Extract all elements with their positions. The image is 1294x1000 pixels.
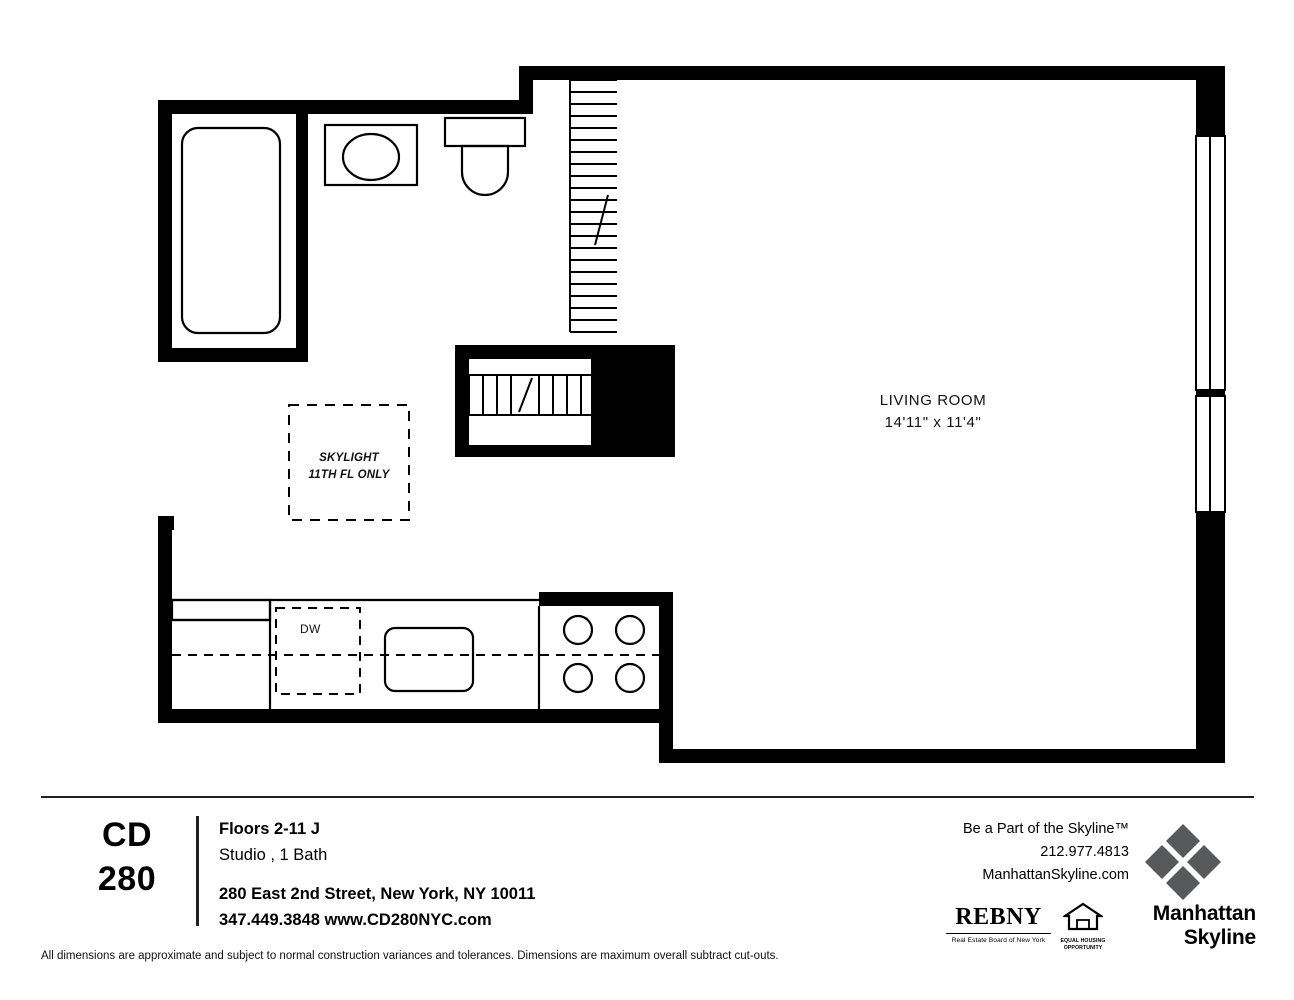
marketing-website[interactable]: ManhattanSkyline.com: [982, 867, 1129, 884]
brand-line-1: Manhattan: [1152, 902, 1256, 925]
manhattan-skyline-mark: [1138, 822, 1256, 905]
spacer: [219, 868, 535, 882]
footer-vertical-divider: [196, 816, 199, 926]
floorplan-footer: [0, 790, 1294, 1000]
toilet-bowl: [462, 146, 508, 195]
room-label-living-room: [808, 390, 1058, 434]
bathtub: [182, 128, 280, 333]
brand-line-2: Skyline: [1183, 926, 1256, 950]
eho-line-2: OPPORTUNITY: [1063, 945, 1103, 952]
walls: [158, 66, 1225, 763]
burner-back-left: [564, 664, 592, 692]
rebny-logo: [946, 905, 1051, 944]
marketing-phone[interactable]: 212.977.4813: [1040, 844, 1129, 861]
burner-front-left: [564, 616, 592, 644]
rebny-name: REBNY: [955, 904, 1042, 930]
room-dimensions: 14'11" x 11'4": [884, 413, 982, 431]
skylight-label: [288, 450, 410, 485]
cd280-logo: [72, 814, 182, 901]
rebny-subtitle: Real Estate Board of New York: [946, 933, 1051, 944]
room-name: LIVING ROOM: [879, 392, 987, 409]
skylight-line-1: SKYLIGHT: [319, 452, 379, 464]
unit-type: Studio , 1 Bath: [219, 845, 328, 864]
marketing-tagline: Be a Part of the Skyline™: [962, 821, 1129, 837]
unit-info-block: [219, 817, 535, 933]
refrigerator: [172, 600, 270, 620]
toilet-tank: [445, 118, 525, 146]
oven: [385, 628, 473, 691]
footer-divider: [41, 796, 1254, 798]
disclaimer-text: All dimensions are approximate and subject to normal construction variances and tolerances. Dimensions are maximum overall subtract cut-outs.: [41, 950, 779, 962]
window-upper: [1196, 136, 1225, 390]
diamond-logo-icon: [1138, 822, 1228, 900]
eho-line-1: EQUAL HOUSING: [1060, 938, 1106, 944]
building-contact: 347.449.3848 www.CD280NYC.com: [219, 910, 492, 929]
window-lower: [1196, 396, 1225, 512]
cd280-logo-line-1: CD: [101, 816, 153, 854]
sink-basin: [343, 134, 399, 180]
dishwasher-outline: [276, 608, 360, 694]
marketing-contact-block: [963, 818, 1129, 888]
unit-floors: Floors 2-11 J: [219, 820, 320, 838]
burner-back-right: [616, 664, 644, 692]
cd280-logo-line-2: 280: [97, 859, 157, 898]
skylight-line-2: 11TH FL ONLY: [308, 469, 390, 482]
burner-front-right: [616, 616, 644, 644]
entry-door: [570, 80, 617, 332]
closet-door: [469, 375, 591, 415]
building-address: 280 East 2nd Street, New York, NY 10011: [219, 885, 536, 904]
dishwasher-label: DW: [300, 622, 321, 636]
manhattan-skyline-wordmark: [1066, 902, 1256, 950]
